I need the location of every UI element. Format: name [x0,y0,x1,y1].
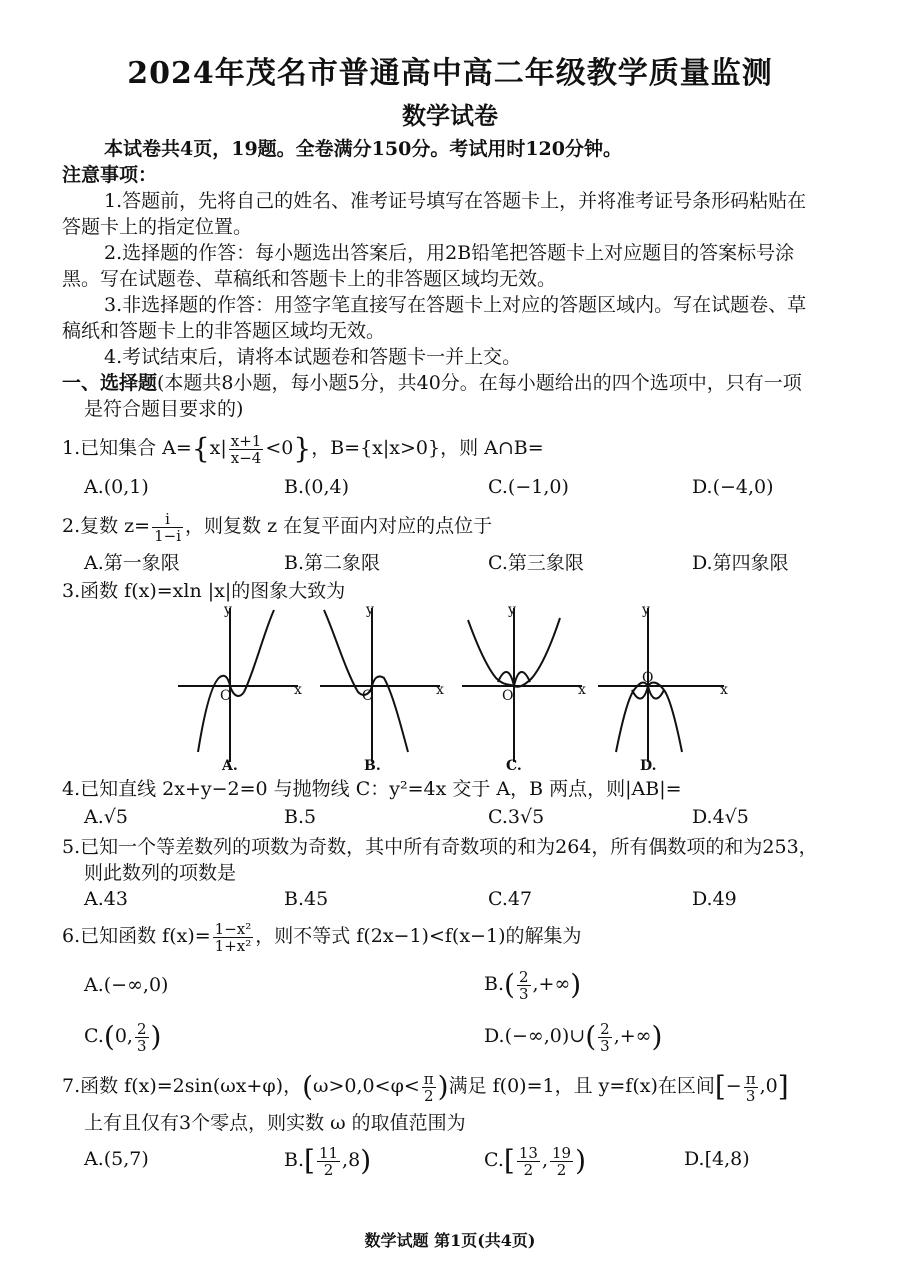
q1-fraction: $\frac{x+1}{x-4}$ [230,431,262,467]
q1-option-a[interactable]: A.(0,1) [84,476,149,498]
graph-a[interactable] [178,602,302,774]
q7-option-d[interactable]: D.[4,8) [684,1148,750,1170]
question-1: 1.已知集合 A={x| $\frac{x+1}{x-4}$ <0}，B={x|x>0}，则 A∩B= [62,431,544,467]
origin-label: O [642,670,654,686]
note-line: 3.非选择题的作答：用签字笔直接写在答题卡上对应的答题区域内。写在试题卷、草 [104,294,807,316]
note-line: 4.考试结束后，请将本试题卷和答题卡一并上交。 [104,346,522,368]
origin-label: O [220,688,232,704]
q2-fraction: $\frac{i}{1-i}$ [154,509,182,545]
q4-option-a[interactable]: A.√5 [84,806,128,828]
q2-option-b[interactable]: B.第二象限 [284,552,381,574]
q5-option-a[interactable]: A.43 [84,888,128,910]
axis-y-label: y [642,602,650,618]
note-line: 1.答题前，先将自己的姓名、准考证号填写在答题卡上，并将准考证号条形码粘贴在 [104,190,807,212]
notes-heading: 注意事项： [62,164,158,186]
q7-option-b[interactable]: B.[ $\frac{11}{2}$ ,8) [284,1143,372,1179]
q1-option-d[interactable]: D.(−4,0) [692,476,774,498]
axis-x-label: x [294,682,302,698]
exam-intro: 本试卷共4页，19题。全卷满分150分。考试用时120分钟。 [104,138,622,160]
question-6: 6.已知函数 f(x)= $\frac{\text{1−x²}}{\text{1+x²}}$ ，则不等式 f(2x−1)<f(x−1)的解集为 [62,919,582,955]
graph-label-a: A. [222,758,238,774]
page-footer: 数学试题 第1页(共4页) [364,1231,536,1250]
q2-option-a[interactable]: A.第一象限 [84,552,180,574]
note-line: 答题卡上的指定位置。 [62,216,253,238]
graph-label-c: C. [506,758,522,774]
q6-option-a[interactable]: A.(−∞,0) [84,974,169,996]
axis-x-label: x [578,682,586,698]
q4-option-c[interactable]: C.3√5 [488,806,545,828]
question-7: 7.函数 f(x)=2sin(ωx+φ)，(ω>0,0<φ< $\frac{\pi}{2}$ )满足 f(0)=1，且 y=f(x)在区间[− $\frac{\pi}{3}$ ,0] [62,1069,789,1105]
note-line: 黑。写在试题卷、草稿纸和答题卡上的非答题区域均无效。 [62,268,557,290]
question-5-cont: 则此数列的项数是 [84,862,237,884]
q4-option-d[interactable]: D.4√5 [692,806,749,828]
q2-option-d[interactable]: D.第四象限 [692,552,789,574]
q3-graphs [170,602,730,774]
question-7-cont: 上有且仅有3个零点，则实数 ω 的取值范围为 [84,1112,466,1134]
section-heading [62,370,802,396]
question-4: 4.已知直线 2x+y−2=0 与抛物线 C：y²=4x 交于 A，B 两点，则|AB|= [62,778,682,800]
graph-b[interactable] [320,602,444,774]
question-3: 3.函数 f(x)=xln |x|的图象大致为 [62,580,346,602]
question-5: 5.已知一个等差数列的项数为奇数，其中所有奇数项的和为264，所有偶数项的和为253， [62,836,818,858]
q1-pre: 1.已知集合 A= [62,437,192,459]
note-line: 稿纸和答题卡上的非答题区域均无效。 [62,320,386,342]
note-line: 2.选择题的作答：每小题选出答案后，用2B铅笔把答题卡上对应题目的答案标号涂 [104,242,795,264]
graph-label-d: D. [640,758,657,774]
section-label: 一、选择题 [62,372,158,394]
question-2: 2.复数 z= $\frac{i}{1-i}$ ，则复数 z 在复平面内对应的点位于 [62,509,493,545]
q1-post: ，B={x|x>0}，则 A∩B= [311,437,544,459]
q7-option-a[interactable]: A.(5,7) [84,1148,149,1170]
q6-fraction: $\frac{\text{1−x²}}{\text{1+x²}}$ [214,919,252,955]
q1-option-c[interactable]: C.(−1,0) [488,476,569,498]
exam-subtitle: 数学试卷 [402,101,498,130]
axis-y-label: y [224,602,232,618]
q5-option-d[interactable]: D.49 [692,888,737,910]
axis-x-label: x [436,682,444,698]
origin-label: O [502,688,514,704]
q1-option-b[interactable]: B.(0,4) [284,476,350,498]
graph-c[interactable] [462,602,586,774]
q2-option-c[interactable]: C.第三象限 [488,552,584,574]
q6-option-c[interactable]: C.(0, $\frac{2}{3}$ ) [84,1019,162,1055]
q4-option-b[interactable]: B.5 [284,806,317,828]
axis-y-label: y [366,602,374,618]
section-desc: (本题共8小题，每小题5分，共40分。在每小题给出的四个选项中，只有一项 [157,372,802,394]
origin-label: O [362,688,374,704]
q6-option-b[interactable]: B.( $\frac{2}{3}$ ,+∞) [484,967,582,1003]
graph-d[interactable] [598,602,728,774]
q5-option-b[interactable]: B.45 [284,888,329,910]
graph-label-b: B. [364,758,381,774]
axis-x-label: x [720,682,728,698]
q7-option-c[interactable]: C.[ $\frac{13}{2}$ , $\frac{19}{2}$ ) [484,1143,587,1179]
q5-option-c[interactable]: C.47 [488,888,533,910]
section-desc-2: 是符合题目要求的) [84,398,244,420]
axis-y-label: y [508,602,516,618]
exam-title: 2024年茂名市普通高中高二年级教学质量监测 [127,56,773,91]
q6-option-d[interactable]: D.(−∞,0)∪( $\frac{2}{3}$ ,+∞) [484,1019,663,1055]
